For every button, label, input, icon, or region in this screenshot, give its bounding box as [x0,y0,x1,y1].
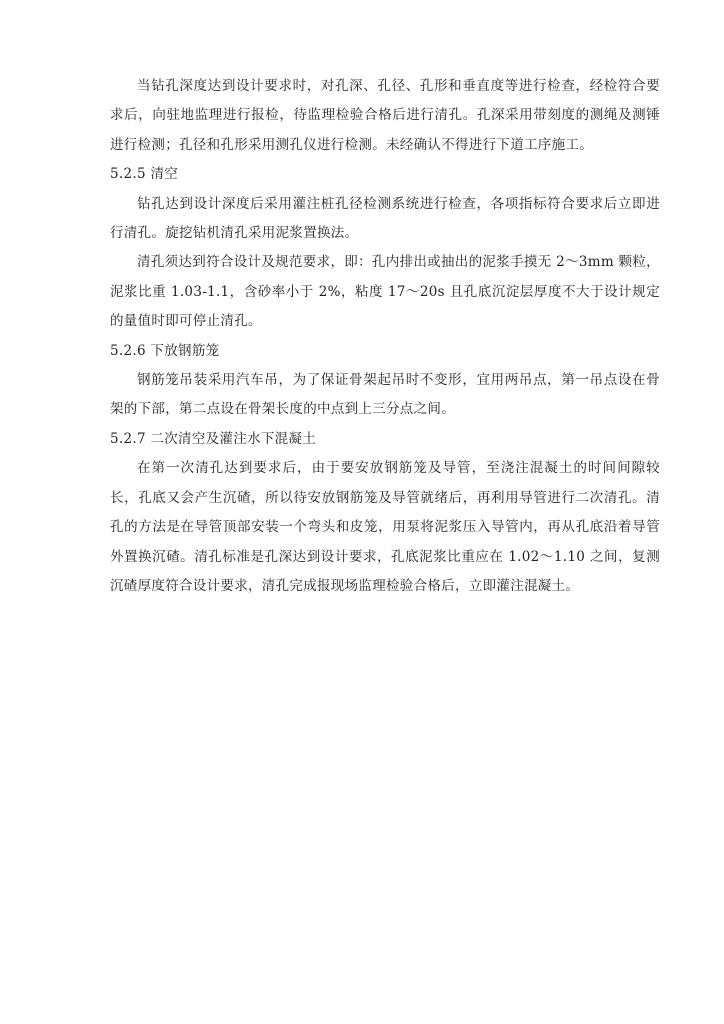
section-heading-5-2-7: 5.2.7 二次清空及灌注水下混凝土 [110,430,317,447]
section-heading-5-2-5: 5.2.5 清空 [110,166,179,183]
paragraph-cleaning-standard: 清孔须达到符合设计及规范要求，即：孔内排出或抽出的泥浆手摸无 2～3mm 颗粒，泥浆比重 1.03-1.1，含砂率小于 2%，粘度 17～20s 且孔底沉淀层厚度不大于设计规定的量值时即可停止清孔。 [110,254,660,330]
paragraph-secondary-cleaning: 在第一次清孔达到要求后，由于要安放钢筋笼及导管，至浇注混凝土的时间间隙较长，孔底又会产生沉碴，所以待安放钢筋笼及导管就绪后，再利用导管进行二次清孔。清孔的方法是在导管顶部安装一个弯头和皮笼，用泵将泥浆压入导管内，再从孔底沿着导管外置换沉碴。清孔标准是孔深达到设计要求，孔底泥浆比重应在 1.02～1.10 之间，复测沉碴厚度符合设计要求，清孔完成报现场监理检验合格后，立即灌注混凝土。 [110,460,660,594]
paragraph-rebar-cage-lifting: 钢筋笼吊装采用汽车吊，为了保证骨架起吊时不变形，宜用两吊点，第一吊点设在骨架的下部，第二点设在骨架长度的中点到上三分点之间。 [110,372,660,418]
document-body [110,72,660,601]
paragraph-hole-inspection: 当钻孔深度达到设计要求时，对孔深、孔径、孔形和垂直度等进行检查，经检符合要求后，向驻地监理进行报检，待监理检验合格后进行清孔。孔深采用带刻度的测绳及测锤进行检测；孔径和孔形采用测孔仪进行检测。未经确认不得进行下道工序施工。 [110,78,660,153]
paragraph-hole-cleaning-method: 钻孔达到设计深度后采用灌注桩孔径检测系统进行检查，各项指标符合要求后立即进行清孔。旋挖钻机清孔采用泥浆置换法。 [110,195,660,242]
section-heading-5-2-6: 5.2.6 下放钢筋笼 [110,342,220,359]
